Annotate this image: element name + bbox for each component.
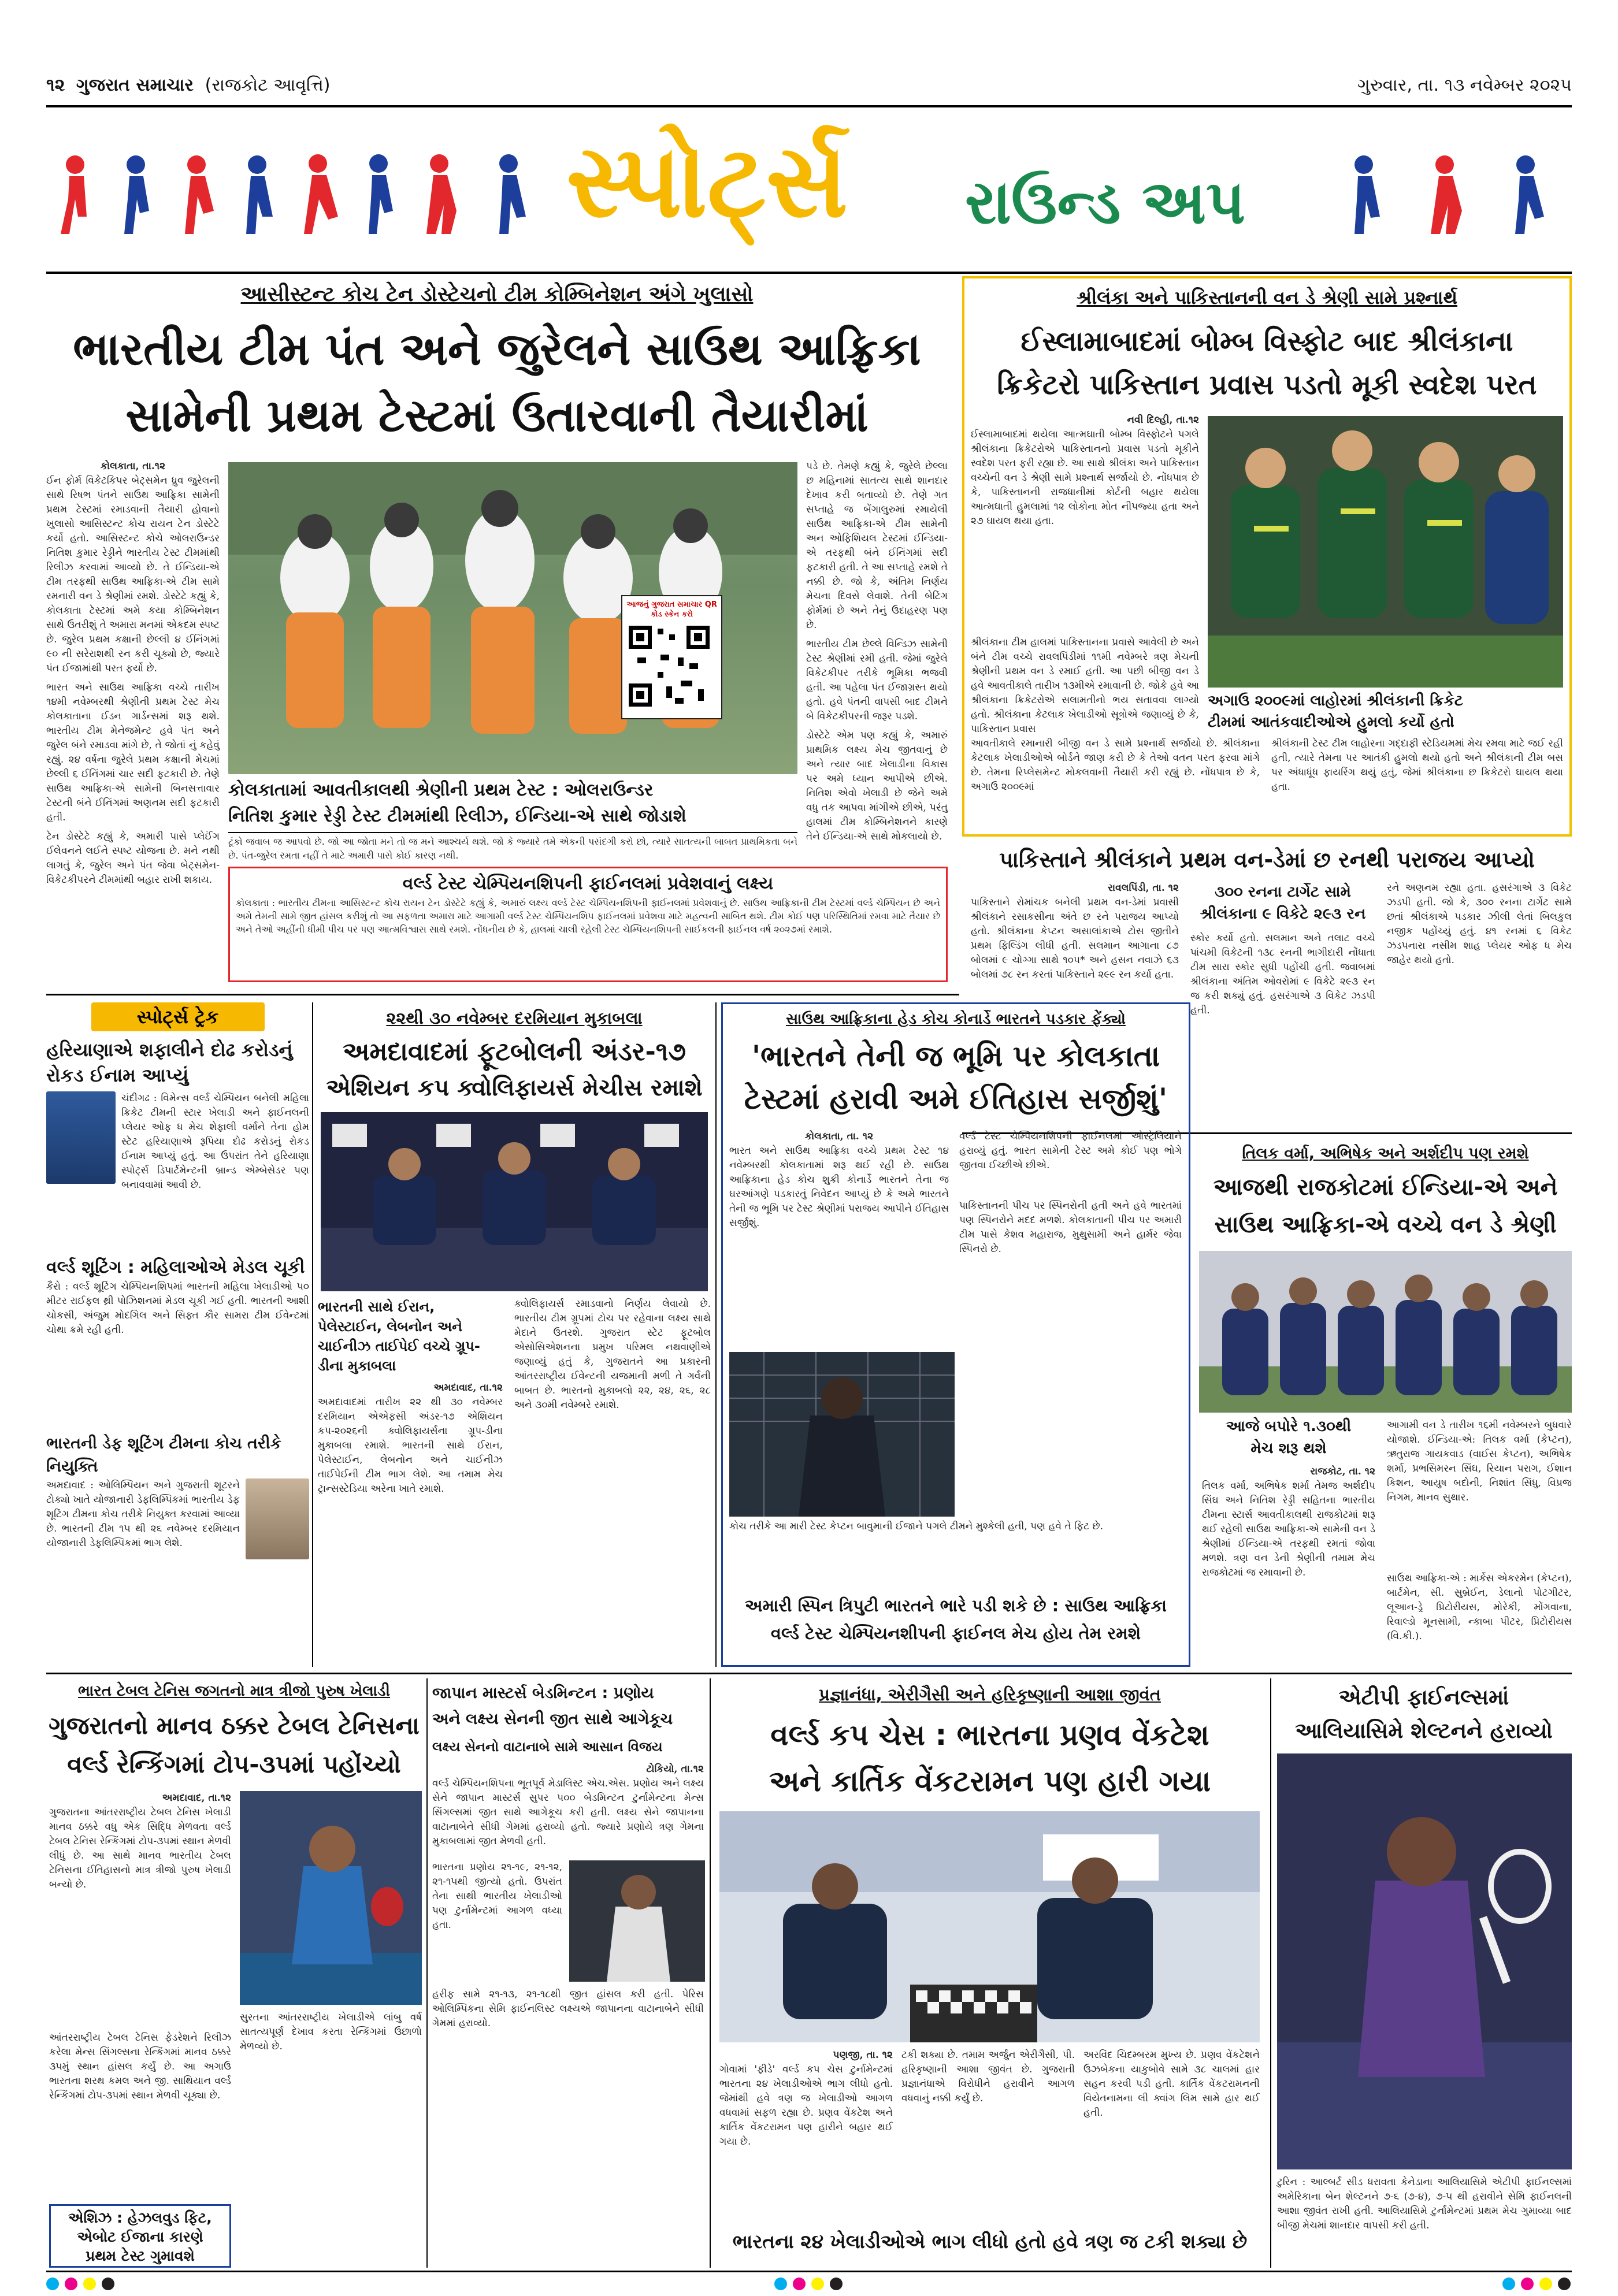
registration-dot-magenta-3	[1521, 2278, 1534, 2290]
qr-code-icon	[626, 623, 712, 709]
masthead	[46, 75, 1572, 104]
registration-dot-black-2	[830, 2278, 843, 2290]
lead-col3-para-2: ભારતીય ટીમ છેલ્લે વિન્ડિઝ સામેની ટેસ્ટ શ્રેણીમાં રમી હતી. જેમાં જુરેલે વિકેટકીપર તરીકે ભૂમિકા ભજવી હતી. આ પહેલા પંત ઈજાગ્રસ્ત થયો હતો. હવે પંતની વાપસી બાદ ટીમને બે વિકેટકીપરની જરૂર પડશે.	[806, 638, 948, 722]
athletes-left-icon	[52, 147, 561, 263]
pak-win-score-box	[1190, 881, 1375, 927]
tt-headline-1: ગુજરાતનો માનવ ઠક્કર ટેબલ ટેનિસના	[49, 1711, 420, 1740]
atp-headline-1: એટીપી ફાઈનલ્સમાં	[1338, 1685, 1509, 1710]
press-conference-image	[321, 1112, 708, 1291]
deaf-shooting-text: અમદાવાદ : ઓલિમ્પિયન અને ગુજરાતી શૂટરને ટોક્યો ખાતે યોજાનારી ડેફલિમ્પિકમાં ભારતીય ડેફ શૂટિંગ ટીમના કોચ તરીકે નિયુક્ત કરવામાં આવ્યા છે. ભારતની ટીમ ૧૫ થી ૨૬ નવેમ્બર દરમિયાન યોજાનારી ડેફલિમ્પિકમાં ભાગ લેશે.	[46, 1480, 240, 1549]
sports-banner	[46, 113, 1572, 269]
badminton-player-image	[569, 1860, 705, 1982]
india-a-huddle-image	[1199, 1251, 1572, 1413]
chess-kicker: પ્રજ્ઞાનંધા, એરીગૈસી અને હરિકૃષ્ણાની આશા જીવંત	[819, 1685, 1161, 1704]
pak-win-box-sub: શ્રીલંકાના ૯ વિકેટે ૨૯૩ રન	[1200, 905, 1366, 923]
rajkot-kicker: તિલક વર્મા, અભિષેક અને અર્શદીપ પણ રમશે	[1242, 1145, 1529, 1162]
sports-track-label: સ્પોર્ટ્સ ટ્રેક	[91, 1002, 265, 1031]
shafali-headline: હરિયાણાએ શફાલીને દોઢ કરોડનું રોકડ ઈનામ આપ્યું	[46, 1039, 293, 1086]
tt-player-photo	[240, 1791, 422, 2005]
kolkata-coach-highlight	[725, 1592, 1186, 1661]
sl-pak-caption-2: ટીમમાં આતંકવાદીઓએ હુમલો કર્યો હતો	[1208, 714, 1454, 731]
registration-dot-cyan-2	[774, 2278, 787, 2290]
lead-under-photo: ટૂંકો જવાબ જ આપવો છે. જો આ જોતા મને તો જ મને આશ્ચર્ય થશે. જો કે જ્યારે તમે એકની પસંદગી કરો છો, ત્યારે સાતત્યની બાબત પ્રાથમિકતા બને છે. પંત-જુરેલ રમતા નહીં તે માટે અમારી પાસે કોઈ કારણ નથી.	[228, 836, 797, 861]
ashes-line-2: એબોટ ઈજાના કારણે	[77, 2228, 203, 2245]
registration-dot-black-3	[1558, 2278, 1571, 2290]
atp-photo	[1277, 1753, 1572, 2169]
pak-win-para-1: પાકિસ્તાને રોમાંચક બનેલી પ્રથમ વન-ડેમાં પ્રવાસી શ્રીલંકાને રસાકસીના અંતે છ રને પરાજય આપ્યો હતો. શ્રીલંકાના કેપ્ટન અસાલાંકાએ ટોસ જીતીને પ્રથમ ફિલ્ડિંગ લીધી હતી. સલમાન આગાના ૮૭ બોલમાં ૯ ચોગ્ગા સાથે ૧૦૫* અને હસન નવાઝે ૬૩ બોલમાં ૭૮ રન કરતાં પાકિસ્તાને ૨૯૯ રન કર્યા હતા.	[971, 897, 1179, 980]
badminton-headline: અને લક્ષ્ય સેનની જીત સાથે આગેકૂચ	[432, 1710, 673, 1728]
registration-dot-magenta	[65, 2278, 77, 2290]
football-headline-1: અમદાવાદમાં ફૂટબોલની અંડર-૧૭	[343, 1037, 686, 1067]
registration-dot-black	[102, 2278, 114, 2290]
football-dateline: અમદાવાદ, તા.૧૨	[433, 1382, 503, 1394]
atp-headline-2: આલિયાસિમે શેલ્ટનને હરાવ્યો	[1295, 1718, 1553, 1743]
rajkot-time-2: મેચ શરૂ થશે	[1250, 1440, 1327, 1457]
shooting-text: કૈરો : વર્લ્ડ શૂટિંગ ચેમ્પિયનશિપમાં ભારતની મહિલા ખેલાડીઓ ૫૦ મીટર રાઈફલ થ્રી પોઝિશનમાં મેડલ ચૂકી ગઈ હતી. ભારતની આશી ચોકસી, અંજુમ મોદગિલ અને સિફ્ત કૌર સામરા ટીમ ઈવેન્ટમાં ચોથા ક્રમે રહી હતી.	[46, 1281, 309, 1336]
registration-dot-cyan-3	[1502, 2278, 1515, 2290]
chess-dateline: પણજી, તા. ૧૨	[833, 2049, 893, 2061]
lead-col3-para-3: ડોસ્ટેટે એમ પણ કહ્યું કે, અમારું પ્રાથમિક લક્ષ્ય મેચ જીતવાનું છે અને ત્યાર બાદ ખેલાડીના વિકાસ પર અમે ધ્યાન આપીએ છીએ. નિતિશ એવો ખેલાડી છે જેને અમે વધુ તક આપવા માંગીએ છીએ, પરંતુ હાલમાં ટીમ કોમ્બિનેશનને કારણે તેને ઈન્ડિયા-એ સાથે મોકલાયો છે.	[806, 730, 948, 842]
kolkata-coach-highlight-2: વર્લ્ડ ટેસ્ટ ચેમ્પિયનશીપની ફાઈનલ મેચ હોય તેમ રમશે	[770, 1623, 1141, 1643]
lead-headline-1: ભારતીય ટીમ પંત અને જુરેલને સાઉથ આફ્રિકા	[73, 324, 921, 376]
sl-pak-text-2: શ્રીલંકાના ટીમ હાલમાં પાકિસ્તાનના પ્રવાસે આવેલી છે અને બંને ટીમ વચ્ચે રાવલપિંડીમાં ૧૧મી નવેમ્બરે ત્રણ મેચની શ્રેણીની પ્રથમ વન ડે રમાઈ હતી. આ પછી બીજી વન ડે હવે આવતીકાલે તારીખ ૧૩મીએ રમાવાની છે. જોકે હવે આ શ્રીલંકાના ક્રિકેટરોએ સલામતીનો ભય સતાવવા લાગ્યો હતો. શ્રીલંકાના કેટલાક ખેલાડીઓ સૂત્રોએ જણાવ્યું છે કે, પાકિસ્તાન પ્રવાસ	[971, 637, 1199, 735]
football-para-1: અમદાવાદમાં તારીખ ૨૨ થી ૩૦ નવેમ્બર દરમિયાન એએફસી અંડર-૧૭ એશિયન કપ-૨૦૨૬ની ક્વોલિફાયર્સના ગ્રૂપ-ડીના મુકાબલા રમાશે. ભારતની સાથે ઈરાન, પેલેસ્ટાઈન, લેબનોન અને ચાઈનીઝ તાઈપેઈની ટીમ ભાગ લેશે. આ તમામ મેચ ટ્રાન્સસ્ટેડિયા અરેના ખાતે રમાશે.	[318, 1396, 503, 1495]
football-kicker: ૨૨થી ૩૦ નવેમ્બર દરમિયાન મુકાબલા	[386, 1008, 643, 1028]
shafali-text: ચંદીગઢ : વિમેન્સ વર્લ્ડ ચેમ્પિયન બનેલી મહિલા ક્રિકેટ ટીમની સ્ટાર ખેલાડી અને ફાઈનલની પ્લેયર ઓફ ધ મેચ શેફાલી વર્માને તેના હોમ સ્ટેટ હરિયાણાએ રૂપિયા દોઢ કરોડનું રોકડ ઈનામ આપ્યું હતું. આ ઉપરાંત તેને હરિયાણા સ્પોર્ટ્સ ડિપાર્ટમેન્ટની બ્રાન્ડ એમ્બેસેડર પણ બનાવવામાં આવી છે.	[121, 1093, 309, 1191]
vrule-tt	[426, 1678, 428, 2268]
badminton-para-1: વર્લ્ડ ચેમ્પિયનશિપના ભૂતપૂર્વ મેડાલિસ્ટ એચ.એસ. પ્રણોય અને લક્ષ્ય સેને જાપાન માસ્ટર્સ સુપર ૫૦૦ બેડમિન્ટન ટુર્નામેન્ટના મેન્સ સિંગલ્સમાં જીત સાથે આગેકૂચ કરી હતી. લક્ષ્ય સેને જાપાનના વાટાનાબેને સીધી ગેમમાં હરાવ્યો હતો. જ્યારે પ્રણોયે ત્રણ ગેમના મુકાબલામાં જીત મેળવી હતી.	[432, 1778, 704, 1847]
badminton-text-1	[432, 1762, 704, 1857]
kolkata-coach-dateline: કોલકાતા, તા. ૧૨	[804, 1131, 874, 1142]
football-subhead: ભારતની સાથે ઈરાન, પેલેસ્ટાઈન, લેબનોન અને ચાઈનીઝ તાઈપેઈ વચ્ચે ગ્રૂપ-ડીના મુકાબલા	[318, 1299, 480, 1374]
lead-photo-caption-1: કોલકાતામાં આવતીકાલથી શ્રેણીની પ્રથમ ટેસ્ટ : ઓલરાઉન્ડર	[228, 780, 654, 800]
registration-dot-cyan	[46, 2278, 59, 2290]
lead-kicker: આસીસ્ટન્ટ કોચ ટેન ડોસ્ટેચનો ટીમ કોમ્બિનેશન અંગે ખુલાસો	[240, 283, 754, 306]
edition: (રાજકોટ આવૃત્તિ)	[205, 75, 331, 95]
football-text-2: ક્વોલિફાયર્સ રમાડવાનો નિર્ણય લેવાયો છે. ભારતીય ટીમ ગ્રૂપમાં ટોચ પર રહેવાના લક્ષ્ય સાથે મેદાને ઉતરશે. ગુજરાત સ્ટેટ ફૂટબોલ એસોસિએશનના પ્રમુખ પરિમલ નથવાણીએ જણાવ્યું હતું કે, ગુજરાતને આ પ્રકારની આંતરરાષ્ટ્રીય ઈવેન્ટની યજમાની મળી તે ગર્વની બાબત છે. ભારતનો મુકાબલો ૨૨, ૨૪, ૨૬, ૨૮ અને ૩૦મી નવેમ્બરે રમાશે.	[514, 1298, 711, 1411]
deaf-shooting-headline: ભારતની ડેફ શૂટિંગ ટીમના કોચ તરીકે નિયુક્તિ	[46, 1435, 281, 1476]
pak-win-headline: પાકિસ્તાને શ્રીલંકાને પ્રથમ વન-ડેમાં છ રનથી પરાજય આપ્યો	[999, 847, 1535, 872]
footer-rule	[46, 2271, 1572, 2272]
wtc-title: વર્લ્ડ ટેસ્ટ ચેમ્પિયનશિપની ફાઈનલમાં પ્રવેશવાનું લક્ષ્ય	[402, 874, 774, 894]
pak-win-dateline: રાવલપિંડી, તા. ૧૨	[1108, 882, 1179, 894]
atp-text: ટુરિન : આલ્બર્ટ સીડ ધરાવતા કેનેડાના આલિયાસિમે એટીપી ફાઈનલ્સમાં અમેરિકાના બેન શેલ્ટનને ૭-૬ (૭-૪), ૭-૫ થી હરાવીને સેમિ ફાઈનલની આશા જીવંત રાખી હતી. આલિયાસિમે ટુર્નામેન્ટમાં પ્રથમ મેચ ગુમાવ્યા બાદ બીજી મેચમાં શાનદાર વાપસી કરી હતી.	[1277, 2176, 1572, 2231]
tt-text-3: સુરતના આંતરરાષ્ટ્રીય ખેલાડીએ લાંબુ વર્ષ સાતત્યપૂર્ણ દેખાવ કરતા રેન્કિંગમાં ઉછાળો મેળવ્યો છે.	[240, 2012, 422, 2052]
kolkata-coach-headline-1: 'ભારતને તેની જ ભૂમિ પર કોલકાતા	[751, 1039, 1160, 1073]
rajkot-team-photo	[1199, 1251, 1572, 1413]
cricketers-celebration-image	[1208, 416, 1563, 688]
registration-dot-yellow-2	[811, 2278, 824, 2290]
issue-date: ગુરુવાર, તા. ૧૩ નવેમ્બર ૨૦૨૫	[1357, 75, 1572, 95]
banner-title: સ્પોર્ટ્સ	[566, 123, 848, 240]
tt-para-1: ગુજરાતના આંતરરાષ્ટ્રીય ટેબલ ટેનિસ ખેલાડી માનવ ઠક્કરે વધુ એક સિદ્ધિ મેળવતા વર્લ્ડ ટેબલ ટેનિસ રેન્કિંગમાં ટોપ-૩૫માં સ્થાન મેળવી લીધું છે. આ સાથે માનવ ભારતીય ટેબલ ટેનિસના ઈતિહાસનો માત્ર ત્રીજો પુરુષ ખેલાડી બન્યો છે.	[49, 1807, 231, 1890]
registration-dot-yellow	[83, 2278, 96, 2290]
sl-pak-text-4: શ્રીલંકાની ટેસ્ટ ટીમ લાહોરના ગદ્દાફી સ્ટેડિયમમાં મેચ રમવા માટે જઈ રહી હતી, ત્યારે તેમના પર આતંકી હુમલો થયો હતો અને શ્રીલંકાની ટીમ બસ પર અંધાધૂંધ ફાયરિંગ થયું હતું, જેમાં શ્રીલંકાના છ ક્રિકેટરો ઘાયલ થયા હતા.	[1271, 738, 1563, 793]
athletes-right-icon	[1318, 147, 1572, 263]
shooting-headline: વર્લ્ડ શૂટિંગ : મહિલાઓએ મેડલ ચૂકી	[46, 1257, 305, 1277]
sl-pak-headline-1: ઈસ્લામાબાદમાં બોમ્બ વિસ્ફોટ બાદ શ્રીલંકાના	[1020, 325, 1513, 358]
kolkata-coach-highlight-1: અમારી સ્પિન ત્રિપુટી ભારતને ભારે પડી શકે છે : સાઉથ આફ્રિકા	[745, 1596, 1167, 1615]
kolkata-coach-photo-text: કોચ તરીકે આ મારી ટેસ્ટ કેપ્ટન બાવુમાની ઈજાને પગલે ટીમને મુશ્કેલી હતી, પણ હવે તે ફિટ છે.	[729, 1521, 1103, 1532]
page-number: ૧૨	[46, 75, 65, 95]
chess-bottom-line: ભારતના ૨૪ ખેલાડીઓએ ભાગ લીધો હતો હવે ત્રણ જ ટકી શક્યા છે	[732, 2230, 1248, 2253]
chess-text-3: અરવિંદ ચિદમ્બરમ મુખ્ય છે. પ્રણવ વેંકટેશને ઉઝબેકના યાકુબોવે સામે ૩૮ ચાલમાં હાર સહન કરવી પડી હતી. કાર્તિક વેંકટરામનની વિયેતનામના લી ક્વાંગ લિમ સામે હાર થઈ હતી.	[1083, 2049, 1260, 2119]
table-tennis-player-image	[240, 1791, 422, 2005]
lead-headline-2: સામેની પ્રથમ ટેસ્ટમાં ઉતારવાની તૈયારીમાં	[125, 390, 869, 442]
badminton-text-2: ભારતના પ્રણોય ૨૧-૧૯, ૨૧-૧૨, ૨૧-૧૫થી જીત્યો હતો. ઉપરાંત તેના સાથી ભારતીય ખેલાડીઓ પણ ટુર્નામેન્ટમાં આગળ વધ્યા હતા.	[432, 1862, 562, 1931]
kolkata-coach-text-2: વર્લ્ડ ટેસ્ટ ચેમ્પિયનશિપની ફાઈનલમાં ઓસ્ટ્રેલિયાને હરાવ્યું હતું. ભારત સામેની ટેસ્ટ અમે કોઈ પણ ભોગે જીતવા ઈચ્છીએ છીએ.	[959, 1131, 1182, 1171]
badminton-dateline: ટોકિયો, તા.૧૨	[646, 1763, 704, 1775]
pak-win-box-title: ૩૦૦ રનના ટાર્ગેટ સામે	[1215, 883, 1351, 901]
qr-caption: આજનું ગુજરાત સમાચાર QR કોડ સ્કેન કરો	[626, 600, 717, 619]
lead-photo-caption-2: નિતિશ કુમાર રેડ્ડી ટેસ્ટ ટીમમાંથી રિલીઝ, ઈન્ડિયા-એ સાથે જોડાશે	[228, 806, 686, 826]
chess-headline-1: વર્લ્ડ કપ ચેસ : ભારતના પ્રણવ વેંકટેશ	[770, 1718, 1209, 1752]
football-headline-2: એશિયન કપ ક્વોલિફાયર્સ મેચીસ રમાશે	[326, 1075, 703, 1101]
kolkata-coach-para-1: ભારત અને સાઉથ આફ્રિકા વચ્ચે પ્રથમ ટેસ્ટ ૧૪ નવેમ્બરથી કોલકાતામાં શરૂ થઈ રહી છે. સાઉથ આફ્રિકાના હેડ કોચ શુક્રી કોનાર્ડે ભારતને તેના જ ઘરઆંગણે પડકારતું નિવેદન આપ્યું છે કે અમે ભારતને તેની જ ભૂમિ પર ટેસ્ટ શ્રેણીમાં પરાજય આપીને ઈતિહાસ સર્જીશું.	[729, 1145, 949, 1229]
rajkot-headline-2: સાઉથ આફ્રિકા-એ વચ્ચે વન ડે શ્રેણી	[1214, 1212, 1557, 1238]
chess-text-1	[719, 2048, 893, 2216]
chess-match-image	[719, 1811, 1260, 2042]
kolkata-coach-kicker: સાઉથ આફ્રિકાના હેડ કોચ કોનાર્ડે ભારતને પડકાર ફેંક્યો	[786, 1010, 1126, 1028]
lead-team-photo	[228, 462, 797, 774]
vrule-badminton	[710, 1678, 711, 2268]
sl-pak-photo-caption	[1208, 690, 1563, 734]
football-text-1	[318, 1381, 503, 1658]
registration-dot-yellow-3	[1539, 2278, 1552, 2290]
rajkot-text-1	[1202, 1465, 1375, 1664]
paper-name: ગુજરાત સમાચાર	[76, 75, 194, 95]
pak-win-text-2: સ્કોર કર્યો હતો. સલમાન અને તલાટ વચ્ચે પાંચમી વિકેટની ૧૩૮ રનની ભાગીદારી નોંધાતા ટીમ સારા સ્કોર સુધી પહોંચી હતી. જવાબમાં શ્રીલંકાના અંતિમ ઓવરોમાં ૯ વિકેટે ૨૯૩ રન જ કરી શક્યું હતું. હસરંગાએ ૩ વિકેટ ઝડપી હતી.	[1190, 932, 1375, 1016]
registration-dot-magenta-2	[793, 2278, 806, 2290]
lead-para-3: ટેન ડોસ્ટેટે કહ્યું કે, અમારી પાસે પ્લેઈંગ ઈલેવનને લઈને સ્પષ્ટ યોજના છે. મને નથી લાગતું કે, જુરેલ અને પંત જેવા બેટ્સમેન-વિકેટકીપરને ટીમમાંથી બહાર રાખી શકાય.	[46, 831, 220, 886]
vrule-sports-track	[312, 1002, 313, 1667]
rajkot-para-1: તિલક વર્મા, અભિષેક શર્મા તેમજ અર્શદીપ સિંઘ અને નિતિશ રેડ્ડી સહિતના ભારતીય ટીમના સ્ટાર્સ આવતીકાલથી રાજકોટમાં શરૂ થઈ રહેલી સાઉથ આફ્રિકા-એ સામેની વન ડે શ્રેણીમાં ઈન્ડિયા-એ તરફથી રમતાં જોવા મળશે. ત્રણ વન ડેની શ્રેણીની તમામ મેચ રાજકોટમાં જ રમાવાની છે.	[1202, 1480, 1375, 1578]
wtc-box	[228, 867, 948, 982]
tt-kicker: ભારત ટેબલ ટેનિસ જગતનો માત્ર ત્રીજો પુરુષ ખેલાડી	[78, 1682, 390, 1700]
kolkata-coach-photo	[729, 1352, 955, 1517]
bowler-practice-image	[729, 1352, 955, 1517]
wtc-text: કોલકાતા : ભારતીય ટીમના આસિસ્ટન્ટ કોચ રાયન ટેન ડોસ્ટેટે કહ્યું કે, અમારું લક્ષ્ય વર્લ્ડ ટેસ્ટ ચેમ્પિયનશિપની ફાઈનલમાં પ્રવેશવાનું છે. સાઉથ આફ્રિકાની ટીમ ટેસ્ટમાં વર્લ્ડ ચેમ્પિયન છે અને અમે તેમની સામે જીત હાંસલ કરીશું તો આ સફળતા અમારા માટે આગામી વર્લ્ડ ટેસ્ટ ચેમ્પિયનશિપ ફાઈનલમાં પ્રવેશવા માટે મહત્વની સાબિત થશે. ટીમ કોઈ પણ પરિસ્થિતિમાં રમવા માટે તૈયાર છે અને તેઓ અહીંની ધીમી પીચ પર પણ આત્મવિશ્વાસ સાથે રમશે. નોંધનીય છે કે, હાલમાં ચાલી રહેલી ટેસ્ટ ચેમ્પિયનશિપની સાઈકલની ફાઈનલ વર્ષ ૨૦૨૭માં રમાશે.	[236, 897, 940, 935]
sl-pak-dateline: નવી દિલ્હી, તા.૧૨	[1127, 414, 1199, 426]
coach-photo	[246, 1478, 309, 1559]
ashes-line-3: પ્રથમ ટેસ્ટ ગુમાવશે	[86, 2247, 195, 2264]
rajkot-time-1: આજે બપોરે ૧.૩૦થી	[1226, 1418, 1352, 1435]
banner-rule	[46, 272, 1572, 274]
tt-headline-2: વર્લ્ડ રેન્કિંગમાં ટોપ-૩૫માં પહોંચ્યો	[67, 1750, 401, 1778]
banner-subtitle: રાઉન્ડ અપ	[965, 167, 1246, 237]
tt-text-1	[49, 1791, 231, 2028]
sports-track-column	[46, 1002, 309, 1667]
chess-para-1: ગોવામાં 'ફીડે' વર્લ્ડ કપ ચેસ ટુર્નામેન્ટમાં ભારતના ૨૪ ખેલાડીઓએ ભાગ લીધો હતો. જેમાંથી હવે ત્રણ જ ખેલાડીઓ આગળ વધવામાં સફળ રહ્યા છે. પ્રણવ વેંકટેશ અને કાર્તિક વેંકટરામન પણ હારીને બહાર થઈ ગયા છે.	[719, 2064, 893, 2148]
sl-pak-text-1	[971, 413, 1199, 636]
rajkot-text-2: આગામી વન ડે તારીખ ૧૬મી નવેમ્બરને બુધવારે યોજાશે. ઈન્ડિયા-એ: તિલક વર્મા (કેપ્ટન), ઋતુરાજ ગાયકવાડ (વાઈસ કેપ્ટન), અભિષેક શર્મા, પ્રભસિમરન સિંઘ, રિયાન પરાગ, ઈશાન કિશન, આયુષ બદોની, નિશાંત સિંધુ, વિપ્રજ નિગમ, માનવ સુથાર.	[1387, 1420, 1572, 1503]
section-rule-2	[46, 1673, 1572, 1674]
chess-text-2: ટકી શક્યા છે. તમામ અર્જુન એરીગૈસી, પી. હરિકૃષ્ણાની આશા જીવંત છે. ગુજરાતી પ્રજ્ઞાનંધાએ વિરોધીને હરાવીને આગળ વધવાનું નક્કી કર્યું છે.	[901, 2049, 1075, 2104]
kolkata-coach-headline-2: ટેસ્ટમાં હરાવી અમે ઈતિહાસ સર્જીશું'	[744, 1082, 1168, 1116]
sl-pak-photo	[1208, 416, 1563, 688]
sl-pak-kicker: શ્રીલંકા અને પાકિસ્તાનની વન ડે શ્રેણી સામે પ્રશ્નાર્થ	[1076, 287, 1457, 309]
sl-pak-para-1: ઈસ્લામાબાદમાં થયેલા આત્મઘાતી બોમ્બ વિસ્ફોટને પગલે શ્રીલંકાના ક્રિકેટરોએ પાકિસ્તાનનો પ્રવાસ પડતો મૂકીને સ્વદેશ પરત ફરી રહ્યા છે. આ સાથે શ્રીલંકા અને પાકિસ્તાન વચ્ચેની વન ડે શ્રેણી સામે પ્રશ્નાર્થ સર્જાયો છે. નોંધપાત્ર છે કે, પાકિસ્તાનની રાજધાનીમાં કોર્ટની બહાર થયેલા આત્મઘાતી હુમલામાં ૧૨ લોકોના મોત નીપજ્યા હતા અને ૨૭ ઘાયલ થયા હતા.	[971, 429, 1199, 527]
tt-dateline: અમદાવાદ, તા.૧૨	[162, 1792, 231, 1804]
lead-dateline: કોલકાતા, તા.૧૨	[100, 460, 166, 472]
sl-pak-headline-2: ક્રિકેટરો પાકિસ્તાન પ્રવાસ પડતો મૂકી સ્વદેશ પરત	[997, 369, 1537, 401]
chess-headline-2: અને કાર્તિક વેંકટરામન પણ હારી ગયા	[769, 1764, 1211, 1798]
vrule-football	[715, 1002, 717, 1667]
badminton-kicker: જાપાન માસ્ટર્સ બેડમિન્ટન : પ્રણોય	[432, 1684, 654, 1702]
kolkata-coach-text-1	[729, 1130, 949, 1349]
badminton-photo	[569, 1860, 705, 1982]
lead-para-2: ભારત અને સાઉથ આફ્રિકા વચ્ચે તારીખ ૧૪મી નવેમ્બરથી શ્રેણીની પ્રથમ ટેસ્ટ મેચ કોલકાતાના ઈડન ગાર્ડન્સમાં શરૂ થશે. ભારતીય ટીમ મેનેજમેન્ટ હવે પંત અને જુરેલ બંને રમાડવા માંગે છે, તે જોતાં નું કહેવું રહ્યું. ૨૪ વર્ષના જુરેલે પ્રથમ કક્ષાની મેચમાં છેલ્લી ૬ ઈનિંગમાં ચાર સદી ફટકારી છે. તેણે સાઉથ આફ્રિકા-એ સામેની બિનસત્તાવાર ટેસ્ટની બંને ઈનિંગમાં અણનમ સદી ફટકારી હતી.	[46, 682, 220, 823]
sl-pak-caption-1: અગાઉ ૨૦૦૯માં લાહોરમાં શ્રીલંકાની ક્રિકેટ	[1208, 692, 1464, 709]
rajkot-time-box	[1202, 1416, 1375, 1462]
lead-col3-para-1: પડે છે. તેમણે કહ્યું કે, જુરેલે છેલ્લા છ મહિનામાં સાતત્ય સાથે શાનદાર દેખાવ કરી બતાવ્યો છે. તેણે ગત સપ્તાહે જ બેંગાલુરુમાં રમાયેલી સાઉથ આફ્રિકા-એ ટીમ સામેની અન ઓફિશિયલ ટેસ્ટમાં ઈન્ડિયા-એ તરફથી બંને ઈનિંગમાં સદી ફટકારી હતી. તે આ સપ્તાહે રમશે તે નક્કી છે. જો કે, અંતિમ નિર્ણય મેચના દિવસે લેવાશે. તેની બેટિંગ ફોર્મમાં છે અને તેનું ઉદાહરણ પણ છે.	[806, 460, 948, 631]
football-press-photo	[321, 1112, 708, 1291]
kolkata-coach-text-3: પાકિસ્તાનની પીચ પર સ્પિનરોની હતી અને હવે ભારતમાં પણ સ્પિનરોને મદદ મળશે. કોલકાતાની પીચ પર અમારી ટીમ પાસે કેશવ મહારાજ, મુથુસામી અને હાર્મર જેવા સ્પિનરો છે.	[959, 1200, 1182, 1255]
lead-caption-rule	[228, 832, 797, 833]
badminton-text-3: હરીફ સામે ૨૧-૧૩, ૨૧-૧૮થી જીત હાંસલ કરી હતી. પેરિસ ઓલિમ્પિકના સેમિ ફાઈનલિસ્ટ લક્ષ્યએ જાપાનના વાટાનાબેને સીધી ગેમમાં હરાવ્યો.	[432, 1989, 704, 2029]
sl-pak-text-3: આવતીકાલે રમાનારી બીજી વન ડે સામે પ્રશ્નાર્થ સર્જાયો છે. શ્રીલંકાના કેટલાક ખેલાડીઓએ બોર્ડને જાણ કરી છે કે તેઓ વતન પરત ફરવા માંગે છે. તેમના રિપ્લેસમેન્ટ મોકલવાની તૈયારી કરી રહ્યું છે. નોંધપાત્ર છે કે, અગાઉ ૨૦૦૯માં	[971, 738, 1260, 793]
section-rule-1	[46, 994, 959, 995]
masthead-rule	[46, 105, 1572, 107]
pak-win-text-3: રને અણનમ રહ્યા હતા. હસરંગાએ ૩ વિકેટ ઝડપી હતી. જો કે, ૩૦૦ રનના ટાર્ગેટ સામે છતાં શ્રીલંકાએ પડકાર ઝીલી લેતાં બિલકુલ નજીક પહોંચ્યું હતું. ૪૧ રનમાં ૬ વિકેટ ઝડપનારા નસીમ શાહ પ્લેયર ઓફ ધ મેચ જાહેર થયો હતો.	[1387, 882, 1572, 966]
qr-box[interactable]	[621, 595, 722, 719]
rajkot-text-3: સાઉથ આફ્રિકા-એ : માર્કેસ એકરમેન (કેપ્ટન), બાર્ટમેન, સી. સુબ્રેઈન, ડેલાનો પોટગીટર, લૂઆન-ડ્રે પ્રિટોરીયસ, મોરેકી, મોંગવાના, રિવાલ્ડો મૂનસામી, ન્કાબા પીટર, પ્રિટોરીયસ (વિ.કી.).	[1387, 1573, 1572, 1642]
lead-para-1: ઈન ફોર્મ વિકેટકિપર બેટ્સમેન ધ્રુવ જુરેલની સાથે રિષભ પંતને સાઉથ આફ્રિકા સામેની પ્રથમ ટેસ્ટમાં રમાડવાની તૈયારી હોવાનો ખુલાસો આસિસ્ટન્ટ કોચ રાયન ટેન ડોસ્ટેટે કર્યો હતો. આસિસ્ટન્ટ કોચે ઓલરાઉન્ડર નિતિશ કુમાર રેડ્ડીને ભારતીય ટેસ્ટ ટીમમાંથી રિલીઝ કરવામાં આવ્યો છે. તે ઈન્ડિયા-એ ટીમ તરફથી સાઉથ આફ્રિકા-એ ટીમ સામે રમનારી વન ડે શ્રેણીમાં રમશે. ડોસ્ટેટે કહ્યું કે, કોલકાતા ટેસ્ટમાં અમે કયા કોમ્બિનેશન સાથે ઉતરીશું તે અમારા મનમાં એકદમ સ્પષ્ટ છે. જુરેલ પ્રથમ કક્ષાની છેલ્લી ૪ ઈનિંગમાં ૯૦ ની સરેરાશથી રન કરી ચૂક્યો છે, જ્યારે પંત ઈજામાંથી પરત ફર્યો છે.	[46, 475, 220, 674]
lead-photo-caption	[228, 777, 797, 832]
tt-text-2: આંતરરાષ્ટ્રીય ટેબલ ટેનિસ ફેડરેશને રિલીઝ કરેલા મેન્સ સિંગલ્સના રેન્કિંગમાં માનવ ઠક્કરે ૩૫મું સ્થાન હાંસલ કર્યું છે. આ અગાઉ ભારતના શરથ કમલ અને જી. સાથિયાન વર્લ્ડ રેન્કિંગમાં ટોપ-૩૫માં સ્થાન મેળવી ચૂક્યા છે.	[49, 2032, 231, 2101]
rajkot-headline-1: આજથી રાજકોટમાં ઈન્ડિયા-એ અને	[1213, 1174, 1558, 1201]
lead-column-3	[806, 459, 948, 922]
tennis-player-image	[1277, 1753, 1572, 2169]
vrule-chess	[1270, 1678, 1271, 2268]
ashes-line-1: એશિઝ : હેઝલવુડ ફિટ,	[68, 2209, 212, 2226]
shafali-photo	[46, 1091, 116, 1184]
chess-photo	[719, 1811, 1260, 2042]
rajkot-dateline: રાજકોટ, તા. ૧૨	[1310, 1466, 1375, 1477]
ashes-box	[49, 2204, 231, 2268]
badminton-subhead: લક્ષ્ય સેનનો વાટાનાબે સામે આસાન વિજય	[432, 1740, 663, 1755]
